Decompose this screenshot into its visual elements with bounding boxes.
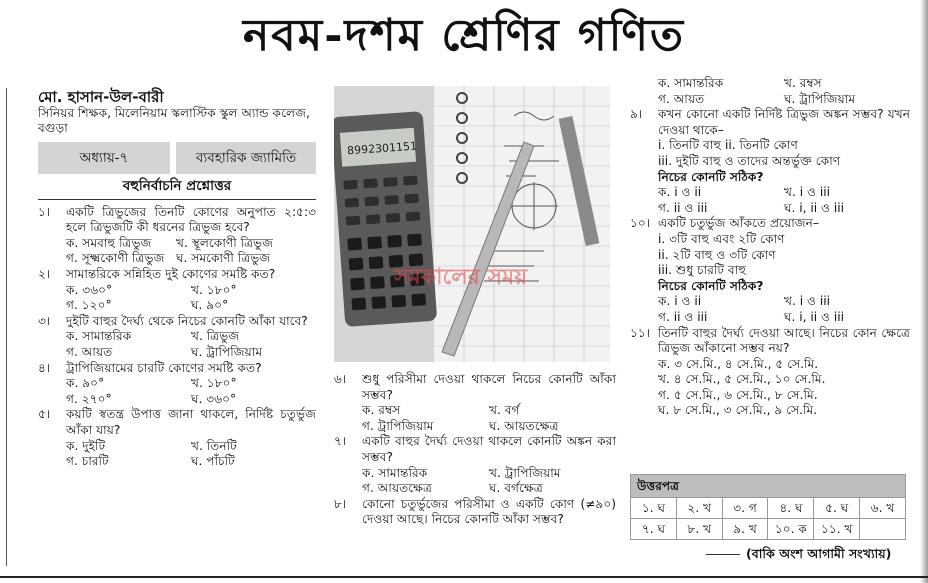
continued-note bbox=[706, 546, 891, 566]
option: গ. আয়তক্ষেত্র bbox=[362, 481, 433, 496]
option: খ. বর্গ bbox=[489, 403, 520, 418]
question-number: ২। bbox=[38, 266, 51, 281]
column-divider bbox=[6, 88, 7, 566]
question bbox=[38, 314, 316, 361]
option: ঘ. ৮ সে.মি., ৩ সে.মি., ৯ সে.মি. bbox=[658, 403, 818, 418]
calculator-notebook-image bbox=[334, 86, 610, 362]
question-text: একটি চতুর্ভুজ আঁকতে প্রয়োজন– bbox=[658, 216, 820, 231]
answer-key bbox=[630, 474, 906, 540]
option: ক. i ও ii bbox=[658, 185, 702, 200]
divider bbox=[38, 199, 316, 200]
answer-cell: ১০. ক bbox=[768, 519, 814, 540]
answer-cell: ২. খ bbox=[677, 498, 723, 519]
author-name: মো. হাসান-উল-বারী bbox=[38, 88, 164, 106]
question-text: সামান্তরিকে সন্নিহিত দুই কোণের সমষ্টি কত? bbox=[66, 266, 276, 281]
question-text: একটি ত্রিভুজের তিনটি কোণের অনুপাত ২:৫:৩ হলে ত্রিভুজটি কী ধরনের ত্রিভুজ হবে? bbox=[66, 204, 316, 235]
chapter-number: অধ্যায়-৭ bbox=[38, 142, 170, 174]
statement: iii. শুধু চারটি বাহু bbox=[658, 263, 747, 278]
question-number: ১। bbox=[38, 204, 51, 219]
column-3 bbox=[630, 76, 910, 419]
option: ক. ৩৬০° bbox=[66, 282, 113, 297]
option: ঘ. i, ii ও iii bbox=[784, 309, 845, 324]
option: গ. আয়ত bbox=[658, 91, 705, 106]
question bbox=[630, 107, 910, 216]
option: ক. সমবাহু ত্রিভুজ bbox=[66, 235, 152, 250]
question-text: কয়টি স্বতন্ত্র উপাত্ত জানা থাকলে, নির্দিষ্ট চতুর্ভুজ আঁকা যায়? bbox=[66, 407, 316, 437]
answer-key-heading: উত্তরপত্র bbox=[630, 474, 906, 498]
option: ঘ. ট্রাপিজিয়াম bbox=[784, 91, 856, 106]
answer-cell: ৫. ঘ bbox=[814, 498, 860, 519]
option: খ. i ও iii bbox=[784, 294, 831, 309]
question bbox=[334, 372, 616, 434]
question-number: ৪। bbox=[38, 360, 51, 375]
question bbox=[630, 326, 910, 420]
calculator-display: 8992301151 bbox=[346, 139, 418, 158]
option: ঘ. পাঁচটি bbox=[191, 454, 235, 469]
question bbox=[630, 216, 910, 325]
question-prompt: নিচের কোনটি সঠিক? bbox=[658, 278, 764, 293]
option: ঘ. সমকোণী ত্রিভুজ bbox=[176, 251, 271, 266]
option: খ. ১৮০° bbox=[191, 282, 237, 297]
option: ক. সামান্তরিক bbox=[658, 76, 724, 90]
question bbox=[334, 497, 616, 528]
option: ক. ৩ সে.মি., ৪ সে.মি., ৫ সে.মি. bbox=[658, 356, 819, 371]
option: ঘ. আয়তক্ষেত্র bbox=[489, 418, 559, 433]
option: গ. ii ও iii bbox=[658, 200, 708, 215]
question-number: ৭। bbox=[334, 434, 347, 449]
option: ক. ৯০° bbox=[66, 376, 105, 391]
option: ঘ. বর্গক্ষেত্র bbox=[489, 481, 543, 496]
watermark-text: সমকালের সময় bbox=[394, 265, 528, 290]
question-number: ৬। bbox=[334, 372, 347, 386]
answer-cell: ৮. খ bbox=[677, 519, 723, 540]
question-text: কখন কোনো একটি নির্দিষ্ট ত্রিভুজ অঙ্কন সম্ভব? যখন দেওয়া থাকে– bbox=[658, 107, 910, 137]
continued-text: (বাকি অংশ আগামী সংখ্যায়) bbox=[746, 546, 892, 561]
statement: i. তিনটি বাহু ii. তিনটি কোণ bbox=[658, 138, 798, 153]
option: গ. ১২০° bbox=[66, 298, 112, 313]
question-number: ১১। bbox=[630, 325, 651, 340]
answer-cell: ৩. গ bbox=[723, 498, 769, 519]
option: ক. দুইটি bbox=[66, 438, 106, 453]
column-1 bbox=[38, 88, 316, 470]
question bbox=[38, 407, 316, 469]
option: ক. i ও ii bbox=[658, 294, 702, 309]
author-affiliation: সিনিয়র শিক্ষক, মিলেনিয়াম স্কলাস্টিক স্কুল অ্যান্ড কলেজ, বগুড়া bbox=[38, 106, 310, 135]
question bbox=[334, 434, 616, 496]
option: গ. ৫ সে.মি., ৬ সে.মি., ৮ সে.মি. bbox=[658, 387, 818, 402]
option: খ. ১৮০° bbox=[191, 376, 237, 391]
question-text: তিনটি বাহুর দৈর্ঘ্য দেওয়া আছে। নিচের কোন ক্ষেত্রে ত্রিভুজ আঁকানো সম্ভব নয়? bbox=[658, 325, 910, 356]
question-number: ৮। bbox=[334, 496, 347, 511]
question-text: দুইটি বাহুর দৈর্ঘ্য থেকে নিচের কোনটি আঁকা যাবে? bbox=[66, 313, 308, 328]
option: ঘ. i, ii ও iii bbox=[784, 200, 845, 215]
option: গ. ii ও iii bbox=[658, 309, 708, 324]
option: খ. স্থূলকোণী ত্রিভুজ bbox=[176, 235, 274, 250]
answer-cell: ৬. খ bbox=[860, 498, 906, 519]
question-text: শুধু পরিসীমা দেওয়া থাকলে নিচের কোনটি আঁকা সম্ভব? bbox=[362, 372, 616, 402]
option: গ. ২৭০° bbox=[66, 391, 112, 406]
option: গ. ট্রাপিজিয়াম bbox=[362, 418, 434, 433]
question-number: ৫। bbox=[38, 407, 51, 422]
option: খ. ট্রাপিজিয়াম bbox=[489, 465, 561, 480]
option: খ. তিনটি bbox=[191, 438, 237, 453]
page-edge-shadow bbox=[920, 0, 928, 583]
answer-cell: ৯. খ bbox=[723, 519, 769, 540]
answer-cell: ১১. খ bbox=[814, 519, 860, 540]
statement: ii. ২টি বাহু ও ৩টি কোণ bbox=[658, 247, 776, 262]
question bbox=[38, 205, 316, 267]
option: ঘ. ৩৬০° bbox=[191, 391, 237, 406]
chapter-bar bbox=[38, 142, 316, 174]
option: গ. চারটি bbox=[66, 454, 109, 469]
question-8-options bbox=[630, 76, 910, 107]
option: গ. আয়ত bbox=[66, 344, 113, 359]
bottom-rule bbox=[0, 576, 928, 578]
question bbox=[38, 361, 316, 408]
option: খ. i ও iii bbox=[784, 185, 831, 200]
option: ক. রম্বস bbox=[362, 403, 401, 418]
option: খ. ৪ সে.মি., ৫ সে.মি., ১০ সে.মি. bbox=[658, 372, 826, 387]
answer-cell: ১. ঘ bbox=[631, 498, 677, 519]
statement: i. ৩টি বাহু এবং ২টি কোণ bbox=[658, 231, 785, 246]
question-text: একটি বাহুর দৈর্ঘ্য দেওয়া থাকলে কোনটি অঙ্কন করা সম্ভব? bbox=[362, 434, 616, 464]
option: খ. ত্রিভুজ bbox=[191, 329, 240, 344]
dash-rule bbox=[706, 554, 740, 555]
question-number: ৯। bbox=[630, 107, 643, 122]
column-2 bbox=[334, 372, 616, 528]
question-number: ৩। bbox=[38, 313, 51, 328]
answer-cell: ৪. ঘ bbox=[768, 498, 814, 519]
answer-cell: ৭. ঘ bbox=[631, 519, 677, 540]
option: ক. সামান্তরিক bbox=[362, 465, 428, 480]
option: ঘ. ট্রাপিজিয়াম bbox=[191, 344, 263, 359]
question-text: ট্রাপিজিয়ামের চারটি কোণের সমষ্টি কত? bbox=[66, 360, 262, 375]
option: খ. রম্বস bbox=[784, 76, 822, 90]
question-text: কোনো চতুর্ভুজের পরিসীমা ও একটি কোণ (≠৯০) দেওয়া আছে। নিচের কোনটি আঁকা সম্ভব? bbox=[362, 496, 616, 527]
statement: iii. দুইটি বাহু ও তাদের অন্তর্ভুক্ত কোণ bbox=[658, 153, 841, 168]
option: ক. সামান্তরিক bbox=[66, 329, 132, 344]
answer-grid bbox=[630, 498, 906, 540]
page-title: নবম-দশম শ্রেণির গণিত bbox=[243, 10, 685, 61]
chapter-name: ব্যবহারিক জ্যামিতি bbox=[176, 142, 316, 174]
illustration-photo bbox=[334, 86, 610, 362]
answer-cell bbox=[860, 519, 906, 540]
question bbox=[38, 267, 316, 314]
section-heading: বহুনির্বাচনি প্রশ্নোত্তর bbox=[122, 178, 232, 194]
option: গ. সূক্ষ্মকোণী ত্রিভুজ bbox=[66, 251, 165, 266]
question-prompt: নিচের কোনটি সঠিক? bbox=[658, 169, 764, 184]
option: ঘ. ৯০° bbox=[191, 298, 229, 313]
question-number: ১০। bbox=[630, 216, 651, 231]
